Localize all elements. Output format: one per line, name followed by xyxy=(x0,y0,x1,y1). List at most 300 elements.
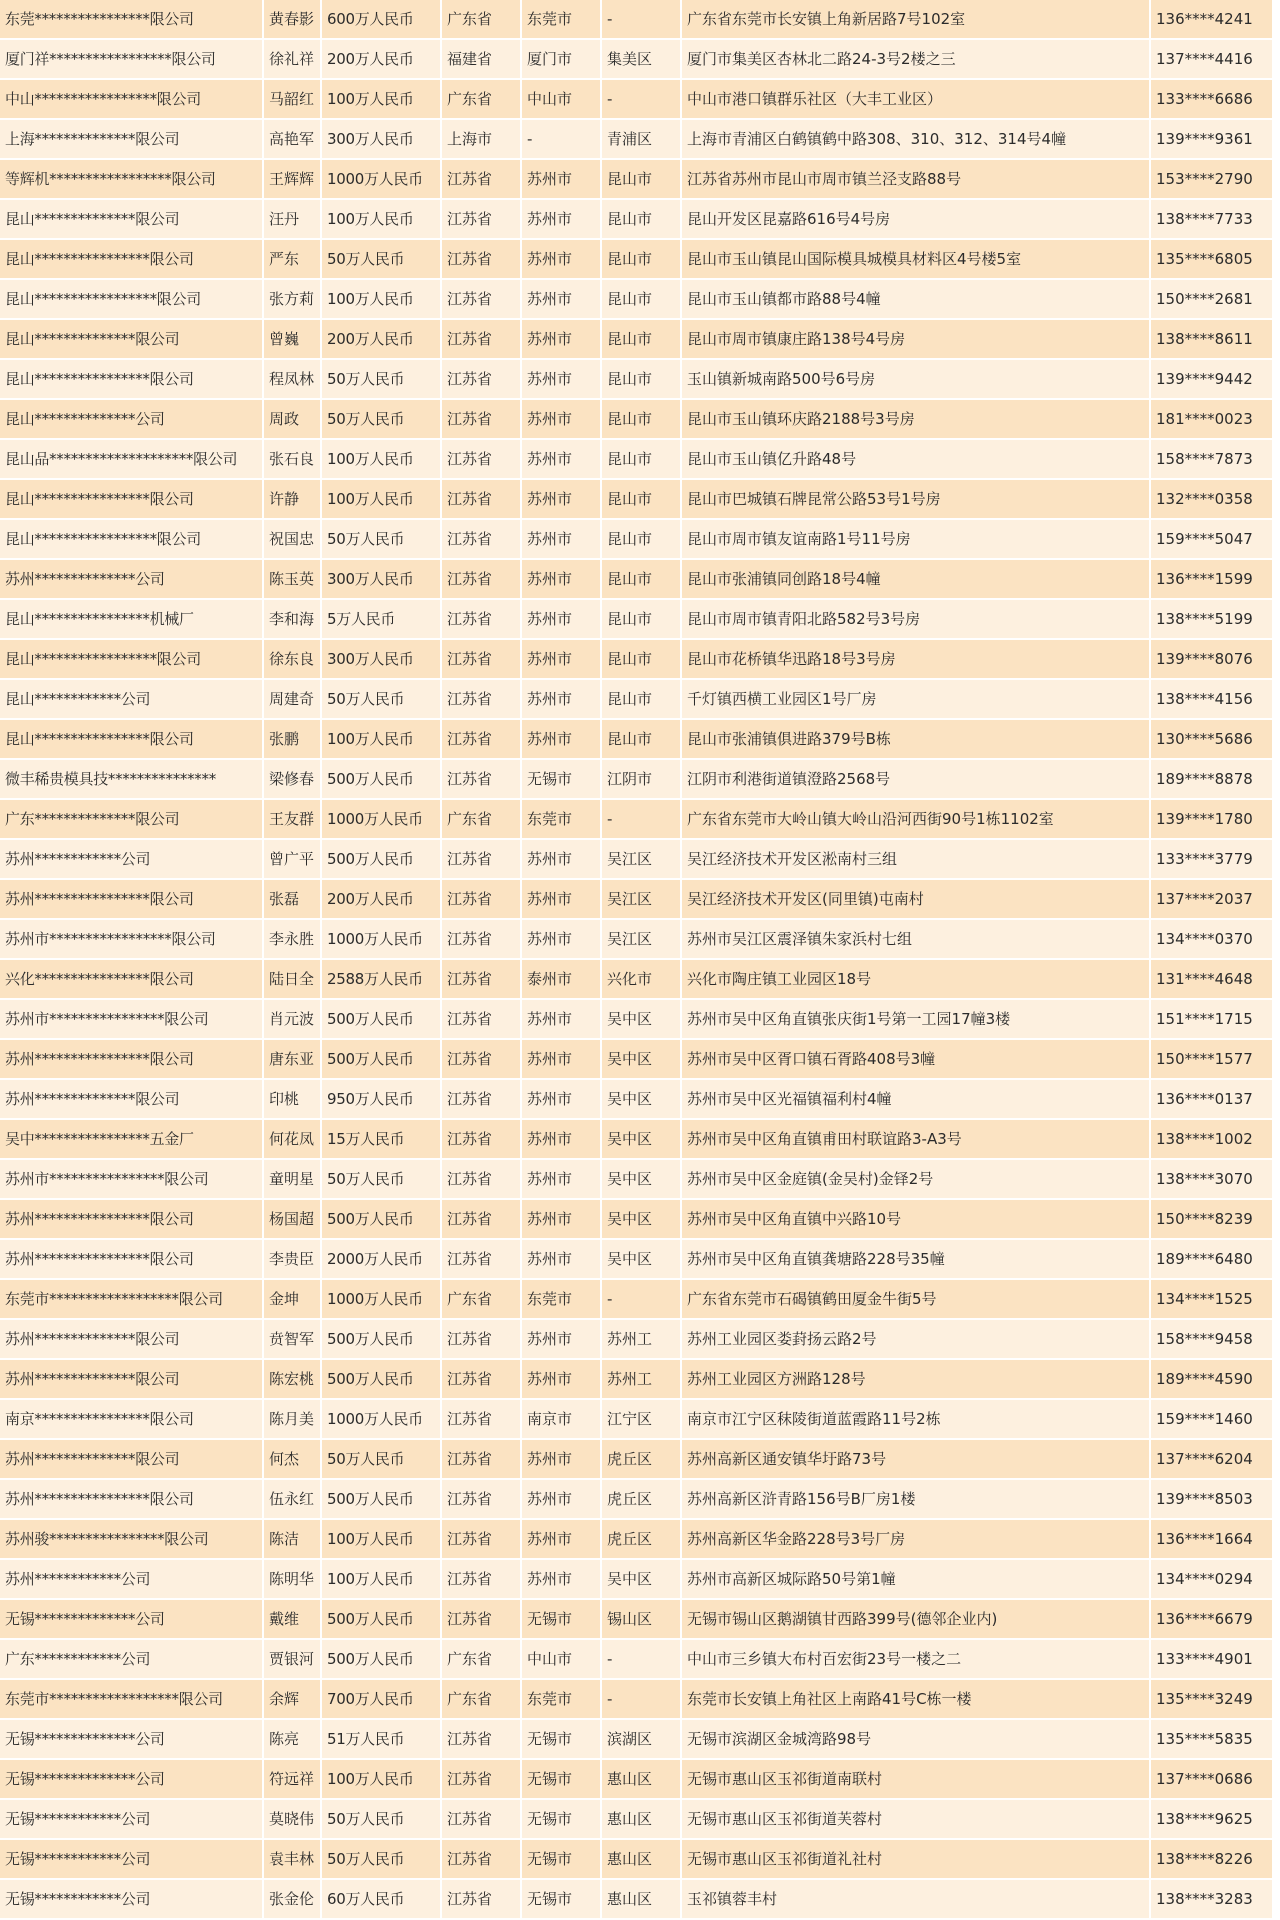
legal-representative-cell: 贲智军 xyxy=(264,1320,322,1360)
phone-cell: 133****4901 xyxy=(1151,1640,1274,1680)
phone-cell: 130****5686 xyxy=(1151,720,1274,760)
address-cell: 无锡市滨湖区金城湾路98号 xyxy=(682,1720,1151,1760)
city-cell: 苏州市 xyxy=(522,1160,602,1200)
legal-representative-cell: 何花凤 xyxy=(264,1120,322,1160)
legal-representative-cell: 陆日全 xyxy=(264,960,322,1000)
district-cell: 吴江区 xyxy=(602,840,682,880)
registered-capital-cell: 100万人民币 xyxy=(322,200,442,240)
table-row xyxy=(0,360,1274,400)
address-cell: 苏州市高新区城际路50号第1幢 xyxy=(682,1560,1151,1600)
table-row xyxy=(0,720,1274,760)
address-cell: 昆山市玉山镇环庆路2188号3号房 xyxy=(682,400,1151,440)
company-name-cell: 昆山*****************限公司 xyxy=(0,520,264,560)
table-row xyxy=(0,1160,1274,1200)
phone-cell: 137****2037 xyxy=(1151,880,1274,920)
company-name-cell: 吴中****************五金厂 xyxy=(0,1120,264,1160)
registered-capital-cell: 500万人民币 xyxy=(322,1040,442,1080)
address-cell: 厦门市集美区杏林北二路24-3号2楼之三 xyxy=(682,40,1151,80)
district-cell: 昆山市 xyxy=(602,360,682,400)
district-cell: 集美区 xyxy=(602,40,682,80)
registered-capital-cell: 200万人民币 xyxy=(322,880,442,920)
address-cell: 无锡市惠山区玉祁街道南联村 xyxy=(682,1760,1151,1800)
table-row xyxy=(0,280,1274,320)
registered-capital-cell: 1000万人民币 xyxy=(322,1400,442,1440)
phone-cell: 139****9361 xyxy=(1151,120,1274,160)
address-cell: 昆山市张浦镇俱进路379号B栋 xyxy=(682,720,1151,760)
province-cell: 江苏省 xyxy=(442,1840,522,1880)
address-cell: 昆山市张浦镇同创路18号4幢 xyxy=(682,560,1151,600)
province-cell: 江苏省 xyxy=(442,240,522,280)
address-cell: 昆山市巴城镇石牌昆常公路53号1号房 xyxy=(682,480,1151,520)
table-row xyxy=(0,1680,1274,1720)
legal-representative-cell: 金坤 xyxy=(264,1280,322,1320)
address-cell: 苏州市吴中区金庭镇(金吴村)金铎2号 xyxy=(682,1160,1151,1200)
district-cell: 昆山市 xyxy=(602,280,682,320)
address-cell: 苏州市吴中区角直镇张庆街1号第一工园17幢3楼 xyxy=(682,1000,1151,1040)
registered-capital-cell: 500万人民币 xyxy=(322,760,442,800)
legal-representative-cell: 符远祥 xyxy=(264,1760,322,1800)
table-row xyxy=(0,1520,1274,1560)
registered-capital-cell: 500万人民币 xyxy=(322,1600,442,1640)
province-cell: 江苏省 xyxy=(442,880,522,920)
city-cell: 苏州市 xyxy=(522,680,602,720)
registered-capital-cell: 50万人民币 xyxy=(322,1440,442,1480)
city-cell: 苏州市 xyxy=(522,840,602,880)
phone-cell: 138****3283 xyxy=(1151,1880,1274,1920)
address-cell: 苏州市吴中区胥口镇石胥路408号3幢 xyxy=(682,1040,1151,1080)
city-cell: 苏州市 xyxy=(522,1440,602,1480)
legal-representative-cell: 周政 xyxy=(264,400,322,440)
address-cell: 苏州高新区浒青路156号B厂房1楼 xyxy=(682,1480,1151,1520)
registered-capital-cell: 300万人民币 xyxy=(322,560,442,600)
legal-representative-cell: 徐东良 xyxy=(264,640,322,680)
city-cell: 苏州市 xyxy=(522,720,602,760)
province-cell: 福建省 xyxy=(442,40,522,80)
province-cell: 江苏省 xyxy=(442,440,522,480)
province-cell: 江苏省 xyxy=(442,1160,522,1200)
phone-cell: 153****2790 xyxy=(1151,160,1274,200)
address-cell: 苏州高新区华金路228号3号厂房 xyxy=(682,1520,1151,1560)
district-cell: 惠山区 xyxy=(602,1800,682,1840)
company-name-cell: 无锡************公司 xyxy=(0,1880,264,1920)
registered-capital-cell: 100万人民币 xyxy=(322,280,442,320)
company-name-cell: 昆山*****************限公司 xyxy=(0,280,264,320)
phone-cell: 137****0686 xyxy=(1151,1760,1274,1800)
province-cell: 江苏省 xyxy=(442,1360,522,1400)
city-cell: 苏州市 xyxy=(522,600,602,640)
registered-capital-cell: 2588万人民币 xyxy=(322,960,442,1000)
province-cell: 江苏省 xyxy=(442,1480,522,1520)
company-name-cell: 广东************公司 xyxy=(0,1640,264,1680)
legal-representative-cell: 曾巍 xyxy=(264,320,322,360)
company-name-cell: 苏州**************公司 xyxy=(0,560,264,600)
district-cell: 滨湖区 xyxy=(602,1720,682,1760)
city-cell: 苏州市 xyxy=(522,1200,602,1240)
address-cell: 苏州工业园区方洲路128号 xyxy=(682,1360,1151,1400)
province-cell: 江苏省 xyxy=(442,680,522,720)
table-row xyxy=(0,840,1274,880)
table-row xyxy=(0,600,1274,640)
province-cell: 江苏省 xyxy=(442,560,522,600)
phone-cell: 159****1460 xyxy=(1151,1400,1274,1440)
province-cell: 江苏省 xyxy=(442,600,522,640)
registered-capital-cell: 300万人民币 xyxy=(322,640,442,680)
company-name-cell: 昆山************公司 xyxy=(0,680,264,720)
city-cell: 无锡市 xyxy=(522,760,602,800)
phone-cell: 139****1780 xyxy=(1151,800,1274,840)
province-cell: 江苏省 xyxy=(442,920,522,960)
company-name-cell: 厦门祥*****************限公司 xyxy=(0,40,264,80)
table-row xyxy=(0,1000,1274,1040)
city-cell: 苏州市 xyxy=(522,1080,602,1120)
district-cell: 吴中区 xyxy=(602,1040,682,1080)
city-cell: 苏州市 xyxy=(522,360,602,400)
district-cell: 昆山市 xyxy=(602,640,682,680)
registered-capital-cell: 50万人民币 xyxy=(322,680,442,720)
phone-cell: 138****5199 xyxy=(1151,600,1274,640)
legal-representative-cell: 陈宏桃 xyxy=(264,1360,322,1400)
district-cell: 江阴市 xyxy=(602,760,682,800)
company-name-cell: 兴化****************限公司 xyxy=(0,960,264,1000)
legal-representative-cell: 贾银河 xyxy=(264,1640,322,1680)
district-cell: 虎丘区 xyxy=(602,1520,682,1560)
address-cell: 苏州市吴中区角直镇中兴路10号 xyxy=(682,1200,1151,1240)
address-cell: 昆山市玉山镇都市路88号4幢 xyxy=(682,280,1151,320)
legal-representative-cell: 王友群 xyxy=(264,800,322,840)
legal-representative-cell: 陈月美 xyxy=(264,1400,322,1440)
registered-capital-cell: 200万人民币 xyxy=(322,40,442,80)
phone-cell: 136****4241 xyxy=(1151,0,1274,40)
district-cell: 虎丘区 xyxy=(602,1480,682,1520)
phone-cell: 139****8503 xyxy=(1151,1480,1274,1520)
registered-capital-cell: 500万人民币 xyxy=(322,1000,442,1040)
phone-cell: 137****6204 xyxy=(1151,1440,1274,1480)
phone-cell: 150****1577 xyxy=(1151,1040,1274,1080)
company-name-cell: 苏州市****************限公司 xyxy=(0,1000,264,1040)
phone-cell: 158****9458 xyxy=(1151,1320,1274,1360)
phone-cell: 136****6679 xyxy=(1151,1600,1274,1640)
address-cell: 无锡市惠山区玉祁街道礼社村 xyxy=(682,1840,1151,1880)
province-cell: 广东省 xyxy=(442,80,522,120)
city-cell: 苏州市 xyxy=(522,1120,602,1160)
table-row xyxy=(0,1840,1274,1880)
address-cell: 昆山市周市镇康庄路138号4号房 xyxy=(682,320,1151,360)
address-cell: 中山市三乡镇大布村百宏街23号一楼之二 xyxy=(682,1640,1151,1680)
company-name-cell: 昆山*****************限公司 xyxy=(0,640,264,680)
city-cell: - xyxy=(522,120,602,160)
legal-representative-cell: 王辉辉 xyxy=(264,160,322,200)
address-cell: 中山市港口镇群乐社区（大丰工业区） xyxy=(682,80,1151,120)
company-name-cell: 微丰稀贵模具技*************** xyxy=(0,760,264,800)
legal-representative-cell: 陈玉英 xyxy=(264,560,322,600)
company-name-cell: 苏州****************限公司 xyxy=(0,1040,264,1080)
table-row xyxy=(0,1880,1274,1920)
company-name-cell: 无锡************公司 xyxy=(0,1800,264,1840)
legal-representative-cell: 伍永红 xyxy=(264,1480,322,1520)
table-row xyxy=(0,480,1274,520)
registered-capital-cell: 60万人民币 xyxy=(322,1880,442,1920)
city-cell: 苏州市 xyxy=(522,440,602,480)
registered-capital-cell: 600万人民币 xyxy=(322,0,442,40)
district-cell: - xyxy=(602,1280,682,1320)
table-row xyxy=(0,1280,1274,1320)
table-row xyxy=(0,320,1274,360)
phone-cell: 150****2681 xyxy=(1151,280,1274,320)
registered-capital-cell: 50万人民币 xyxy=(322,360,442,400)
phone-cell: 134****0294 xyxy=(1151,1560,1274,1600)
city-cell: 泰州市 xyxy=(522,960,602,1000)
address-cell: 苏州市吴中区光福镇福利村4幢 xyxy=(682,1080,1151,1120)
phone-cell: 189****6480 xyxy=(1151,1240,1274,1280)
province-cell: 广东省 xyxy=(442,1680,522,1720)
company-name-cell: 昆山**************限公司 xyxy=(0,320,264,360)
table-row xyxy=(0,1400,1274,1440)
legal-representative-cell: 莫晓伟 xyxy=(264,1800,322,1840)
province-cell: 江苏省 xyxy=(442,1520,522,1560)
company-name-cell: 无锡**************公司 xyxy=(0,1600,264,1640)
table-row xyxy=(0,1040,1274,1080)
address-cell: 苏州市吴中区角直镇龚塘路228号35幢 xyxy=(682,1240,1151,1280)
address-cell: 广东省东莞市长安镇上角新居路7号102室 xyxy=(682,0,1151,40)
company-name-cell: 苏州市*****************限公司 xyxy=(0,920,264,960)
phone-cell: 134****1525 xyxy=(1151,1280,1274,1320)
legal-representative-cell: 梁修春 xyxy=(264,760,322,800)
legal-representative-cell: 童明星 xyxy=(264,1160,322,1200)
legal-representative-cell: 李和海 xyxy=(264,600,322,640)
table-row xyxy=(0,1800,1274,1840)
district-cell: - xyxy=(602,1640,682,1680)
phone-cell: 138****4156 xyxy=(1151,680,1274,720)
phone-cell: 135****3249 xyxy=(1151,1680,1274,1720)
province-cell: 江苏省 xyxy=(442,720,522,760)
registered-capital-cell: 1000万人民币 xyxy=(322,160,442,200)
city-cell: 苏州市 xyxy=(522,1040,602,1080)
address-cell: 上海市青浦区白鹤镇鹤中路308、310、312、314号4幢 xyxy=(682,120,1151,160)
city-cell: 苏州市 xyxy=(522,1480,602,1520)
province-cell: 江苏省 xyxy=(442,360,522,400)
address-cell: 南京市江宁区秣陵街道蓝霞路11号2栋 xyxy=(682,1400,1151,1440)
district-cell: 吴中区 xyxy=(602,1080,682,1120)
address-cell: 吴江经济技术开发区淞南村三组 xyxy=(682,840,1151,880)
address-cell: 昆山市玉山镇昆山国际模具城模具材料区4号楼5室 xyxy=(682,240,1151,280)
registered-capital-cell: 500万人民币 xyxy=(322,1320,442,1360)
phone-cell: 131****4648 xyxy=(1151,960,1274,1000)
phone-cell: 137****4416 xyxy=(1151,40,1274,80)
legal-representative-cell: 李贵臣 xyxy=(264,1240,322,1280)
company-name-cell: 苏州骏****************限公司 xyxy=(0,1520,264,1560)
province-cell: 江苏省 xyxy=(442,1600,522,1640)
phone-cell: 135****5835 xyxy=(1151,1720,1274,1760)
legal-representative-cell: 陈明华 xyxy=(264,1560,322,1600)
registered-capital-cell: 50万人民币 xyxy=(322,400,442,440)
registered-capital-cell: 50万人民币 xyxy=(322,520,442,560)
table-row xyxy=(0,760,1274,800)
address-cell: 昆山开发区昆嘉路616号4号房 xyxy=(682,200,1151,240)
registered-capital-cell: 100万人民币 xyxy=(322,1560,442,1600)
table-row xyxy=(0,40,1274,80)
table-row xyxy=(0,1240,1274,1280)
legal-representative-cell: 戴维 xyxy=(264,1600,322,1640)
city-cell: 东莞市 xyxy=(522,1280,602,1320)
district-cell: 虎丘区 xyxy=(602,1440,682,1480)
province-cell: 江苏省 xyxy=(442,1760,522,1800)
city-cell: 苏州市 xyxy=(522,640,602,680)
city-cell: 无锡市 xyxy=(522,1760,602,1800)
company-name-cell: 昆山****************机械厂 xyxy=(0,600,264,640)
registered-capital-cell: 50万人民币 xyxy=(322,1160,442,1200)
district-cell: 昆山市 xyxy=(602,560,682,600)
district-cell: 昆山市 xyxy=(602,600,682,640)
city-cell: 苏州市 xyxy=(522,280,602,320)
address-cell: 无锡市惠山区玉祁街道芙蓉村 xyxy=(682,1800,1151,1840)
company-name-cell: 昆山品********************限公司 xyxy=(0,440,264,480)
city-cell: 东莞市 xyxy=(522,0,602,40)
company-name-cell: 苏州************公司 xyxy=(0,1560,264,1600)
table-row xyxy=(0,1560,1274,1600)
phone-cell: 159****5047 xyxy=(1151,520,1274,560)
city-cell: 苏州市 xyxy=(522,320,602,360)
legal-representative-cell: 许静 xyxy=(264,480,322,520)
province-cell: 江苏省 xyxy=(442,1000,522,1040)
district-cell: - xyxy=(602,800,682,840)
phone-cell: 138****9625 xyxy=(1151,1800,1274,1840)
phone-cell: 136****0137 xyxy=(1151,1080,1274,1120)
province-cell: 江苏省 xyxy=(442,400,522,440)
address-cell: 昆山市周市镇青阳北路582号3号房 xyxy=(682,600,1151,640)
legal-representative-cell: 杨国超 xyxy=(264,1200,322,1240)
province-cell: 江苏省 xyxy=(442,160,522,200)
province-cell: 江苏省 xyxy=(442,1440,522,1480)
district-cell: 昆山市 xyxy=(602,720,682,760)
company-name-cell: 昆山****************限公司 xyxy=(0,480,264,520)
company-name-cell: 中山*****************限公司 xyxy=(0,80,264,120)
city-cell: 苏州市 xyxy=(522,1240,602,1280)
province-cell: 江苏省 xyxy=(442,1040,522,1080)
legal-representative-cell: 张磊 xyxy=(264,880,322,920)
city-cell: 苏州市 xyxy=(522,920,602,960)
company-name-cell: 苏州****************限公司 xyxy=(0,1200,264,1240)
district-cell: - xyxy=(602,0,682,40)
city-cell: 苏州市 xyxy=(522,880,602,920)
table-row xyxy=(0,880,1274,920)
province-cell: 江苏省 xyxy=(442,1120,522,1160)
registered-capital-cell: 500万人民币 xyxy=(322,1360,442,1400)
address-cell: 苏州市吴中区角直镇甫田村联谊路3-A3号 xyxy=(682,1120,1151,1160)
phone-cell: 181****0023 xyxy=(1151,400,1274,440)
city-cell: 苏州市 xyxy=(522,560,602,600)
city-cell: 无锡市 xyxy=(522,1880,602,1920)
company-name-cell: 苏州****************限公司 xyxy=(0,1240,264,1280)
legal-representative-cell: 余辉 xyxy=(264,1680,322,1720)
legal-representative-cell: 袁丰林 xyxy=(264,1840,322,1880)
legal-representative-cell: 曾广平 xyxy=(264,840,322,880)
province-cell: 江苏省 xyxy=(442,960,522,1000)
district-cell: 苏州工 xyxy=(602,1360,682,1400)
company-name-cell: 苏州****************限公司 xyxy=(0,1480,264,1520)
address-cell: 广东省东莞市石碣镇鹤田厦金牛街5号 xyxy=(682,1280,1151,1320)
city-cell: 无锡市 xyxy=(522,1800,602,1840)
address-cell: 苏州工业园区娄葑扬云路2号 xyxy=(682,1320,1151,1360)
province-cell: 江苏省 xyxy=(442,520,522,560)
district-cell: 昆山市 xyxy=(602,240,682,280)
province-cell: 上海市 xyxy=(442,120,522,160)
district-cell: 兴化市 xyxy=(602,960,682,1000)
phone-cell: 138****1002 xyxy=(1151,1120,1274,1160)
registered-capital-cell: 100万人民币 xyxy=(322,1760,442,1800)
table-row xyxy=(0,1120,1274,1160)
address-cell: 吴江经济技术开发区(同里镇)屯南村 xyxy=(682,880,1151,920)
province-cell: 江苏省 xyxy=(442,480,522,520)
table-row xyxy=(0,800,1274,840)
city-cell: 南京市 xyxy=(522,1400,602,1440)
table-row xyxy=(0,160,1274,200)
address-cell: 江苏省苏州市昆山市周市镇兰泾支路88号 xyxy=(682,160,1151,200)
registered-capital-cell: 1000万人民币 xyxy=(322,800,442,840)
district-cell: 锡山区 xyxy=(602,1600,682,1640)
phone-cell: 134****0370 xyxy=(1151,920,1274,960)
registered-capital-cell: 100万人民币 xyxy=(322,440,442,480)
table-row xyxy=(0,1720,1274,1760)
phone-cell: 133****6686 xyxy=(1151,80,1274,120)
table-row xyxy=(0,960,1274,1000)
district-cell: 昆山市 xyxy=(602,400,682,440)
legal-representative-cell: 印桃 xyxy=(264,1080,322,1120)
table-row xyxy=(0,1360,1274,1400)
city-cell: 中山市 xyxy=(522,1640,602,1680)
city-cell: 苏州市 xyxy=(522,240,602,280)
province-cell: 江苏省 xyxy=(442,1320,522,1360)
company-name-cell: 苏州****************限公司 xyxy=(0,880,264,920)
district-cell: 惠山区 xyxy=(602,1760,682,1800)
province-cell: 江苏省 xyxy=(442,1800,522,1840)
registered-capital-cell: 950万人民币 xyxy=(322,1080,442,1120)
registered-capital-cell: 2000万人民币 xyxy=(322,1240,442,1280)
phone-cell: 138****3070 xyxy=(1151,1160,1274,1200)
registered-capital-cell: 500万人民币 xyxy=(322,1640,442,1680)
district-cell: 惠山区 xyxy=(602,1840,682,1880)
table-row xyxy=(0,400,1274,440)
phone-cell: 139****8076 xyxy=(1151,640,1274,680)
company-name-cell: 苏州**************限公司 xyxy=(0,1080,264,1120)
city-cell: 苏州市 xyxy=(522,480,602,520)
district-cell: 昆山市 xyxy=(602,320,682,360)
province-cell: 江苏省 xyxy=(442,1080,522,1120)
company-name-cell: 苏州************公司 xyxy=(0,840,264,880)
address-cell: 玉山镇新城南路500号6号房 xyxy=(682,360,1151,400)
company-name-cell: 昆山****************限公司 xyxy=(0,360,264,400)
province-cell: 江苏省 xyxy=(442,1560,522,1600)
table-row xyxy=(0,80,1274,120)
company-name-cell: 昆山**************限公司 xyxy=(0,200,264,240)
table-row xyxy=(0,1480,1274,1520)
company-name-cell: 昆山****************限公司 xyxy=(0,240,264,280)
legal-representative-cell: 张石良 xyxy=(264,440,322,480)
phone-cell: 138****8611 xyxy=(1151,320,1274,360)
legal-representative-cell: 马韶红 xyxy=(264,80,322,120)
province-cell: 广东省 xyxy=(442,800,522,840)
district-cell: 昆山市 xyxy=(602,440,682,480)
phone-cell: 136****1599 xyxy=(1151,560,1274,600)
province-cell: 广东省 xyxy=(442,1640,522,1680)
address-cell: 昆山市玉山镇亿升路48号 xyxy=(682,440,1151,480)
phone-cell: 158****7873 xyxy=(1151,440,1274,480)
district-cell: 昆山市 xyxy=(602,480,682,520)
table-row xyxy=(0,680,1274,720)
legal-representative-cell: 严东 xyxy=(264,240,322,280)
registered-capital-cell: 100万人民币 xyxy=(322,720,442,760)
city-cell: 苏州市 xyxy=(522,400,602,440)
registered-capital-cell: 15万人民币 xyxy=(322,1120,442,1160)
